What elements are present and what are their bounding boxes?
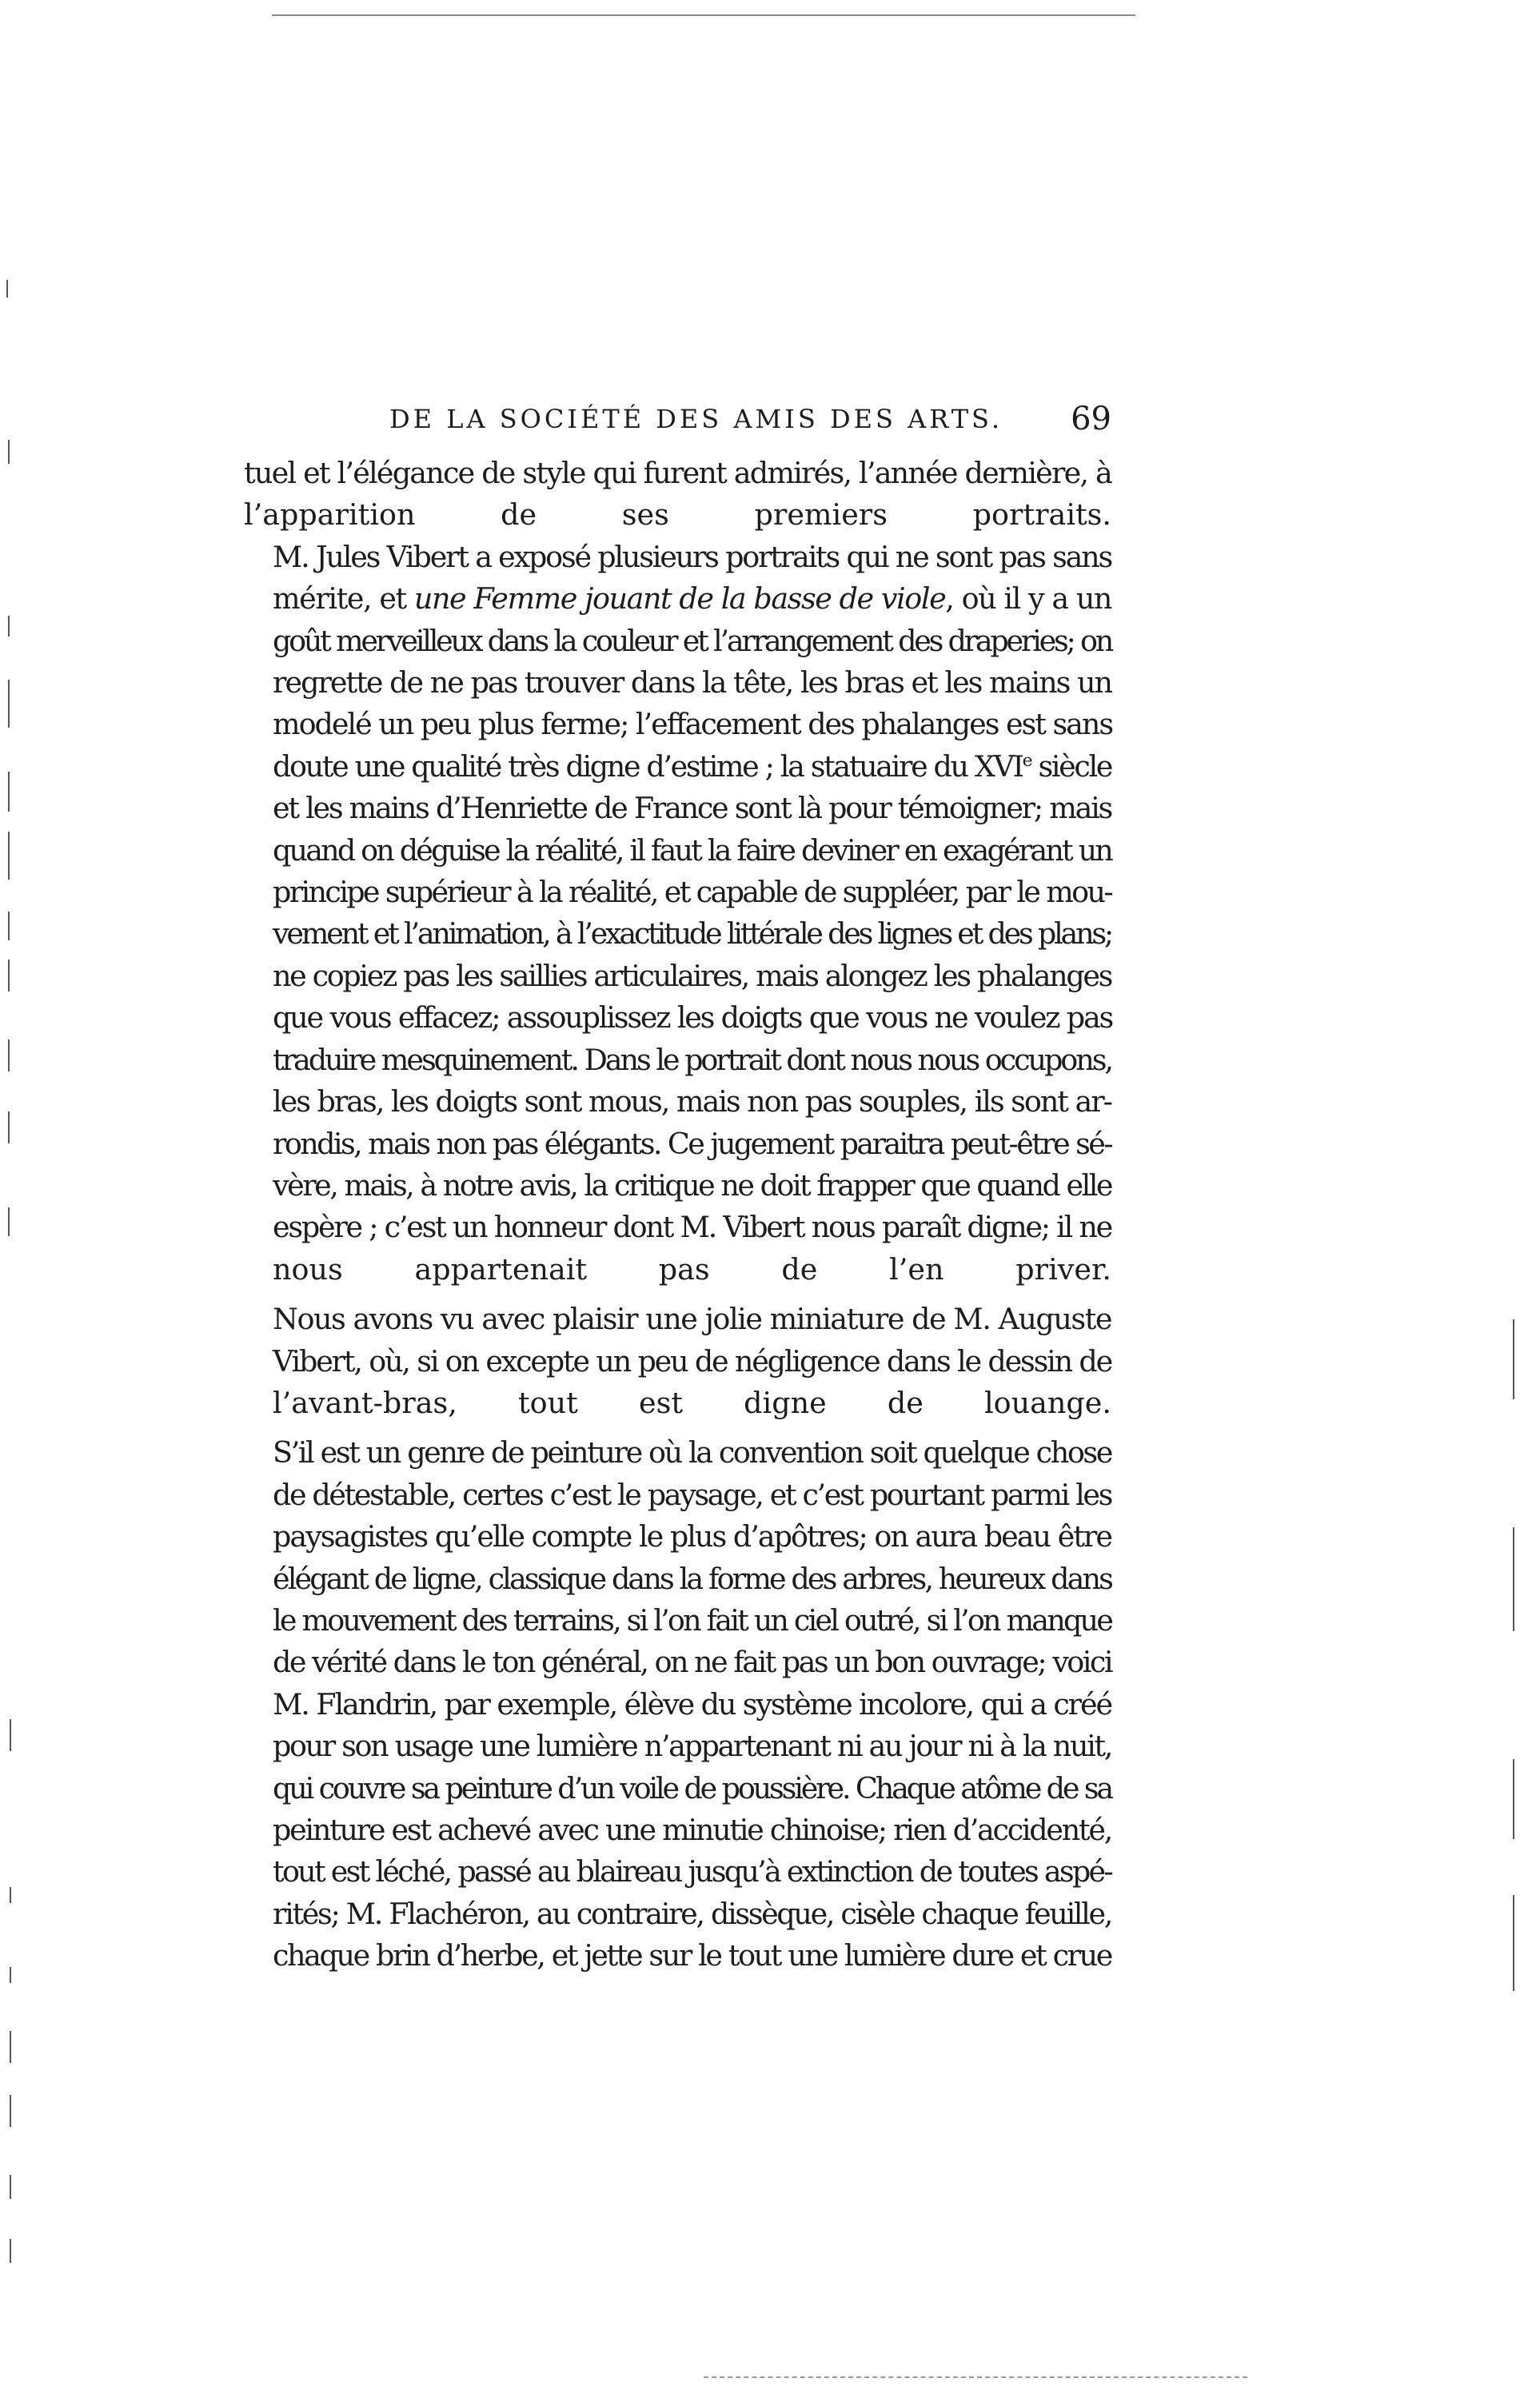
text-line: regrette de ne pas trouver dans la tête, les bras et les mains un [273,665,1111,700]
scan-edge-mark [10,2175,11,2199]
text-line: quand on déguise la réalité, il faut la faire deviner en exagérant un [273,832,1111,868]
text-run: , où il y a un [945,581,1112,616]
text-line: Nous avons vu avec plaisir une jolie miniature de M. Auguste [273,1302,1111,1337]
scan-edge-mark [8,1111,10,1143]
text-line: M. Flandrin, par exemple, élève du système incolore, qui a créé [273,1686,1111,1722]
scan-bottom-edge [704,2376,1247,2378]
paragraph [244,1432,1111,1977]
text-line: goût merveilleux dans la couleur et l’arrangement des draperies; on [273,623,1111,658]
text-line: l’apparition de ses premiers portraits. [244,497,1111,533]
text-line: tuel et l’élégance de style qui furent admirés, l’année dernière, à [244,456,1111,490]
scan-edge-mark [1513,1895,1514,1991]
text-line: qui couvre sa peinture d’un voile de poussière. Chaque atôme de sa [273,1770,1111,1805]
running-head [244,401,1111,444]
text-line: principe supérieur à la réalité, et capable de suppléer, par le mou- [273,875,1111,910]
scan-edge-mark [1513,1759,1514,1839]
text-line: les bras, les doigts sont mous, mais non pas souples, ils sont ar- [273,1084,1111,1119]
superscript: e [1022,750,1031,771]
scan-edge-mark [8,616,10,636]
text-line: M. Jules Vibert a exposé plusieurs portraits qui ne sont pas sans [273,539,1111,574]
scan-edge-mark [1513,1527,1514,1631]
scan-edge-mark [8,1039,10,1071]
text-line: et les mains d’Henriette de France sont là pour témoigner; mais [273,791,1111,826]
text-line: nous appartenait pas de l’en priver. [273,1251,1111,1287]
text-run: doute une qualité très digne d’estime ; la statuaire du XVI [273,748,1023,784]
text-line: élégant de ligne, classique dans la forme des arbres, heureux dans [273,1561,1111,1596]
paragraph [244,1299,1111,1424]
text-line: de vérité dans le ton général, on ne fait pas un bon ouvrage; voici [273,1645,1111,1680]
text-line: vement et l’animation, à l’exactitude littérale des lignes et des plans; [273,916,1111,952]
paragraph [244,537,1111,1291]
scan-edge-mark [8,832,10,880]
scan-top-edge [272,14,1135,16]
text-line: l’avant-bras, tout est digne de louange. [273,1385,1111,1420]
text-line: de détestable, certes c’est le paysage, et c’est pourtant parmi les [273,1477,1111,1512]
scan-edge-mark [10,2239,11,2263]
artwork-title: une Femme jouant de la basse de viole [413,581,946,616]
body-text [244,453,1111,1977]
scan-edge-mark [8,912,10,940]
text-line: le mouvement des terrains, si l’on fait un ciel outré, si l’on manque [273,1602,1111,1638]
text-line: S’il est un genre de peinture où la convention soit quelque chose [273,1435,1111,1470]
scan-edge-mark [8,680,10,728]
running-title: DE LA SOCIÉTÉ DES AMIS DES ARTS. [389,404,1003,434]
text-line: peinture est achevé avec une minutie chinoise; rien d’accidenté, [273,1813,1111,1847]
text-line [244,746,1111,788]
scan-edge-mark [10,1887,11,1903]
text-line: modelé un peu plus ferme; l’effacement des phalanges est sans [273,707,1113,742]
text-line: vère, mais, à notre avis, la critique ne doit frapper que quand elle [273,1167,1112,1203]
scan-edge-mark [8,960,10,992]
scan-edge-mark [8,440,10,464]
text-line: ne copiez pas les saillies articulaires, mais alongez les phalanges [273,958,1111,993]
page-number: 69 [1071,401,1111,437]
text-line [244,578,1111,620]
scan-edge-mark [10,1719,11,1751]
scan-edge-mark [10,1967,11,1983]
text-line: tout est léché, passé au blaireau jusqu’à extinction de toutes aspé- [273,1854,1111,1889]
text-line: chaque brin d’herbe, et jette sur le tout une lumière dure et crue [273,1938,1111,1973]
text-line: rités; M. Flachéron, au contraire, dissèque, cisèle chaque feuille, [273,1896,1111,1931]
text-line: espère ; c’est un honneur dont M. Vibert nous paraît digne; il ne [273,1210,1111,1245]
text-line: pour son usage une lumière n’appartenant ni au jour ni à la nuit, [273,1729,1111,1764]
text-line: paysagistes qu’elle compte le plus d’apôtres; on aura beau être [273,1519,1111,1554]
scan-edge-mark [8,1207,10,1236]
text-line: que vous effacez; assouplissez les doigts que vous ne voulez pas [273,1000,1113,1035]
scan-edge-mark [8,772,10,812]
text-line: rondis, mais non pas élégants. Ce jugement paraitra peut-être sé- [273,1126,1111,1161]
text-line: Vibert, où, si on excepte un peu de négligence dans le dessin de [273,1343,1111,1379]
text-line: traduire mesquinement. Dans le portrait dont nous nous occupons, [273,1042,1111,1077]
text-run: siècle [1031,748,1111,784]
scan-edge-mark [6,280,8,297]
scan-edge-mark [10,2095,11,2127]
text-run: mérite, et [273,581,414,616]
scan-edge-mark [1513,1319,1514,1399]
scan-edge-mark [10,2031,11,2063]
paragraph [244,453,1111,537]
